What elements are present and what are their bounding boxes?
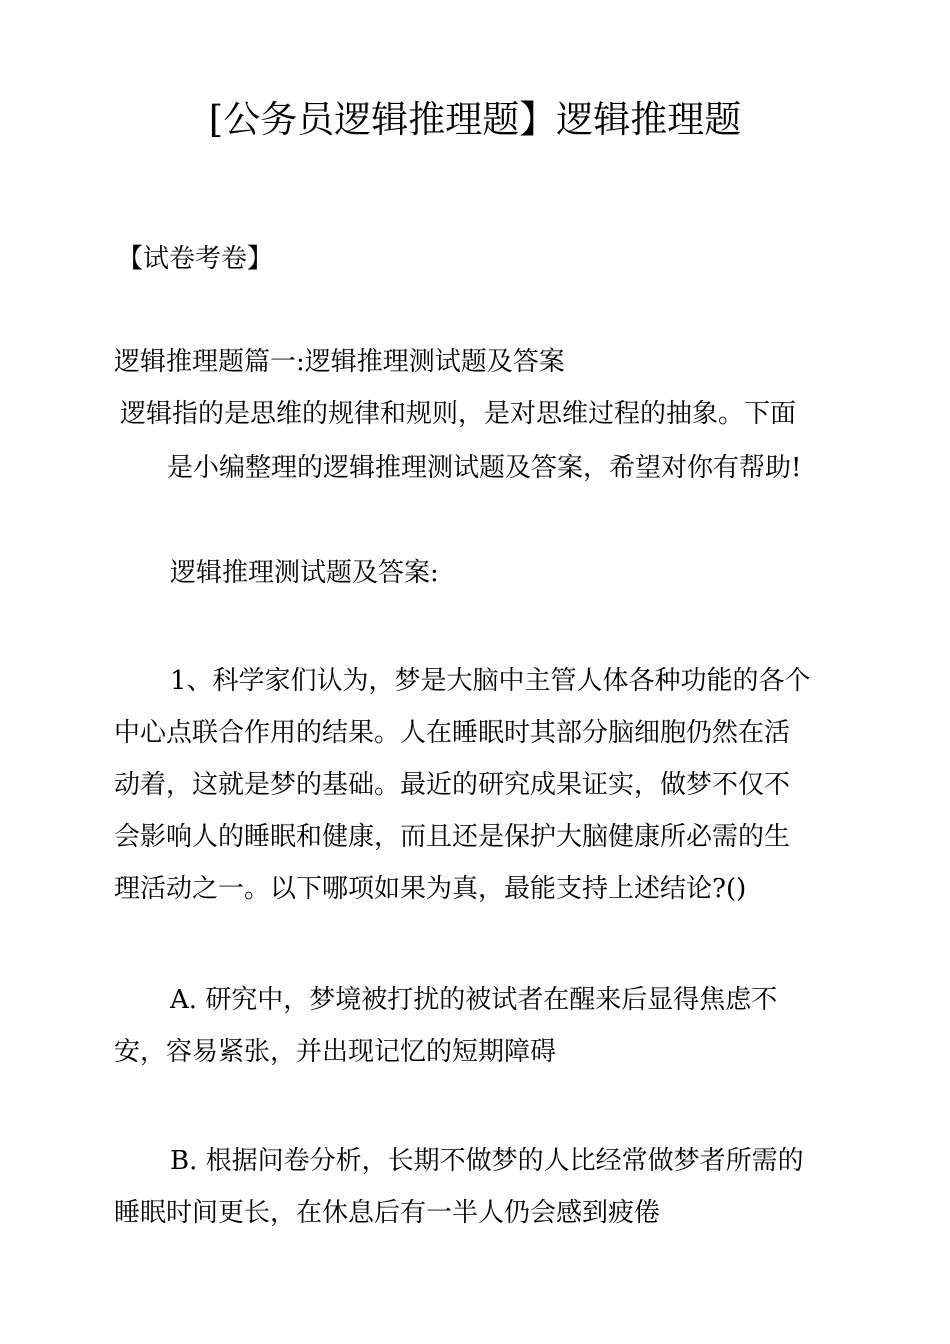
question-1-line-4: 会影响人的睡眠和健康，而且还是保护大脑健康所必需的生 <box>114 822 791 852</box>
option-a-line-1: A. 研究中，梦境被打扰的被试者在醒来后显得焦虑不 <box>170 985 778 1015</box>
document-title: [公务员逻辑推理题】逻辑推理题 <box>208 98 742 141</box>
intro-line-1: 逻辑指的是思维的规律和规则，是对思维过程的抽象。下面 <box>120 399 797 429</box>
option-a-line-2: 安，容易紧张，并出现记忆的短期障碍 <box>114 1037 557 1067</box>
subheading: 逻辑推理测试题及答案: <box>170 558 439 588</box>
section-label: 【试卷考卷】 <box>117 244 274 274</box>
intro-line-2: 是小编整理的逻辑推理测试题及答案，希望对你有帮助! <box>167 453 802 483</box>
question-1-line-2: 中心点联合作用的结果。人在睡眠时其部分脑细胞仍然在活 <box>114 718 791 748</box>
question-1-line-1: 1、科学家们认为，梦是大脑中主管人体各种功能的各个 <box>170 666 811 696</box>
question-1-line-5: 理活动之一。以下哪项如果为真，最能支持上述结论?() <box>114 874 747 904</box>
option-b-line-2: 睡眠时间更长，在休息后有一半人仍会感到疲倦 <box>114 1198 661 1228</box>
article-heading: 逻辑推理题篇一:逻辑推理测试题及答案 <box>114 347 565 377</box>
option-b-line-1: B. 根据问卷分析，长期不做梦的人比经常做梦者所需的 <box>170 1146 804 1176</box>
question-1-line-3: 动着，这就是梦的基础。最近的研究成果证实，做梦不仅不 <box>114 770 791 800</box>
